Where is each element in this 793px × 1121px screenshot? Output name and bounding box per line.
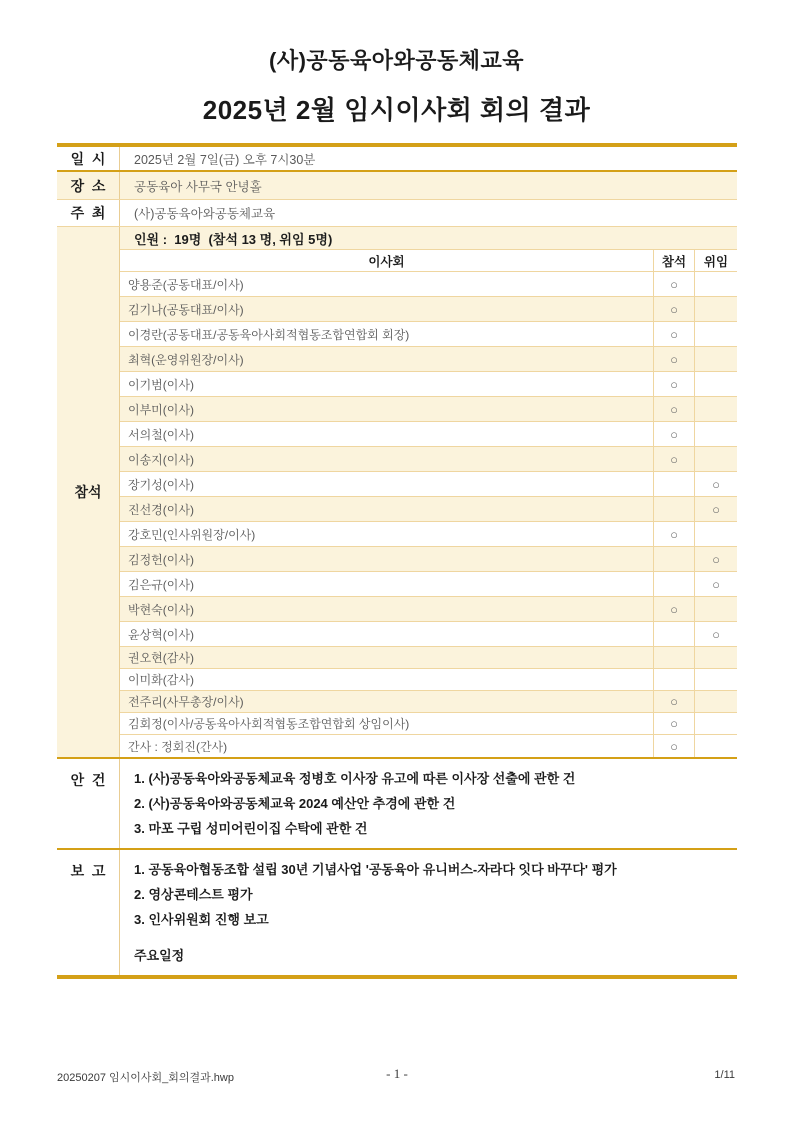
attend-column-header: 참석 xyxy=(653,250,694,271)
report-item: 2. 영상콘테스트 평가 xyxy=(134,887,253,902)
member-row xyxy=(120,372,737,397)
member-rows xyxy=(120,272,737,757)
member-row xyxy=(120,347,737,372)
headcount-summary: 인원 : 19명 (참석 13 명, 위임 5명) xyxy=(120,227,737,250)
report-item: 1. 공동육아협동조합 설립 30년 기념사업 '공동육아 유니버스-자라다 잇다 바꾸다' 평가 xyxy=(134,862,617,877)
info-row-datetime xyxy=(57,147,737,172)
page-footer xyxy=(57,1066,737,1086)
attendance-section xyxy=(57,227,737,759)
member-row xyxy=(120,422,737,447)
attend-mark: ○ xyxy=(653,297,694,321)
member-row xyxy=(120,691,737,713)
attend-mark xyxy=(653,572,694,596)
proxy-mark xyxy=(694,272,737,296)
attend-mark xyxy=(653,669,694,690)
proxy-mark xyxy=(694,735,737,757)
schedule-heading: 주요일정 xyxy=(134,948,185,963)
proxy-mark: ○ xyxy=(694,472,737,496)
proxy-mark xyxy=(694,669,737,690)
agenda-item: 3. 마포 구립 성미어린이집 수탁에 관한 건 xyxy=(134,821,368,836)
location-label: 장 소 xyxy=(57,172,120,199)
board-column-header: 이사회 xyxy=(368,254,405,269)
footer-page-indicator: 1/11 xyxy=(714,1069,735,1081)
meeting-title: 2025년 2월 임시이사회 회의 결과 xyxy=(202,95,591,125)
proxy-mark xyxy=(694,713,737,734)
proxy-mark xyxy=(694,422,737,446)
member-row xyxy=(120,297,737,322)
attend-mark: ○ xyxy=(653,422,694,446)
footer-page-marker: - 1 - xyxy=(386,1066,408,1081)
document-title xyxy=(0,44,793,127)
attend-mark: ○ xyxy=(653,272,694,296)
proxy-mark: ○ xyxy=(694,572,737,596)
proxy-column-header: 위임 xyxy=(694,250,737,271)
location-value: 공동육아 사무국 안녕홀 xyxy=(134,179,262,194)
datetime-label: 일 시 xyxy=(57,147,120,170)
info-row-host xyxy=(57,200,737,227)
agenda-section-label: 안 건 xyxy=(57,759,120,848)
org-name-title: (사)공동육아와공동체교육 xyxy=(269,48,524,73)
member-row xyxy=(120,669,737,691)
report-section xyxy=(57,850,737,975)
attend-mark: ○ xyxy=(653,691,694,712)
proxy-mark xyxy=(694,397,737,421)
member-row xyxy=(120,272,737,297)
info-row-location xyxy=(57,172,737,200)
attend-mark: ○ xyxy=(653,713,694,734)
proxy-mark xyxy=(694,691,737,712)
member-row xyxy=(120,622,737,647)
attend-mark: ○ xyxy=(653,372,694,396)
report-item: 3. 인사위원회 진행 보고 xyxy=(134,912,269,927)
host-value: (사)공동육아와공동체교육 xyxy=(134,207,276,221)
member-name: 이경란(공동대표/공동육아사회적협동조합연합회 회장) xyxy=(128,327,410,342)
proxy-mark xyxy=(694,522,737,546)
proxy-mark: ○ xyxy=(694,622,737,646)
proxy-mark xyxy=(694,597,737,621)
attend-mark: ○ xyxy=(653,347,694,371)
member-name: 김은규(이사) xyxy=(128,577,194,592)
member-name: 간사 : 정회진(간사) xyxy=(128,739,228,754)
member-row xyxy=(120,472,737,497)
attend-mark: ○ xyxy=(653,735,694,757)
attend-mark xyxy=(653,497,694,521)
member-row xyxy=(120,647,737,669)
proxy-mark xyxy=(694,647,737,668)
host-label: 주 최 xyxy=(57,200,120,226)
agenda-item: 1. (사)공동육아와공동체교육 정병호 이사장 유고에 따른 이사장 선출에 관한 건 xyxy=(134,771,576,786)
attendance-section-label: 참석 xyxy=(57,227,120,757)
attend-mark: ○ xyxy=(653,397,694,421)
member-name: 전주리(사무총장/이사) xyxy=(128,695,244,709)
attend-mark xyxy=(653,472,694,496)
member-name: 김회정(이사/공동육아사회적협동조합연합회 상임이사) xyxy=(128,717,410,731)
proxy-mark xyxy=(694,372,737,396)
member-row xyxy=(120,447,737,472)
attend-mark: ○ xyxy=(653,322,694,346)
member-name: 김기나(공동대표/이사) xyxy=(128,302,244,317)
proxy-mark: ○ xyxy=(694,497,737,521)
member-name: 진선경(이사) xyxy=(128,502,194,517)
member-name: 최혁(운영위원장/이사) xyxy=(128,352,244,367)
member-row xyxy=(120,572,737,597)
member-name: 이기범(이사) xyxy=(128,377,194,392)
datetime-value: 2025년 2월 7일(금) 오후 7시30분 xyxy=(134,152,316,167)
report-section-label: 보 고 xyxy=(57,850,120,975)
member-name: 김정헌(이사) xyxy=(128,552,194,567)
proxy-mark xyxy=(694,297,737,321)
member-name: 서의철(이사) xyxy=(128,427,194,442)
proxy-mark xyxy=(694,447,737,471)
attend-mark: ○ xyxy=(653,597,694,621)
member-row xyxy=(120,322,737,347)
member-name: 박현숙(이사) xyxy=(128,602,194,617)
member-row xyxy=(120,713,737,735)
member-row xyxy=(120,597,737,622)
attendance-table xyxy=(120,227,737,757)
member-row xyxy=(120,397,737,422)
proxy-mark: ○ xyxy=(694,547,737,571)
agenda-item: 2. (사)공동육아와공동체교육 2024 예산안 추경에 관한 건 xyxy=(134,796,456,811)
report-items xyxy=(120,850,737,975)
member-name: 강호민(인사위원장/이사) xyxy=(128,527,256,542)
member-name: 이송지(이사) xyxy=(128,452,194,467)
proxy-mark xyxy=(694,322,737,346)
agenda-section xyxy=(57,759,737,850)
footer-filename: 20250207 임시이사회_회의결과.hwp xyxy=(57,1072,234,1084)
attend-mark xyxy=(653,647,694,668)
proxy-mark xyxy=(694,347,737,371)
member-name: 양용준(공동대표/이사) xyxy=(128,277,244,292)
attendance-table-header xyxy=(120,250,737,272)
member-name: 윤상혁(이사) xyxy=(128,627,194,642)
meeting-minutes-table xyxy=(57,143,737,979)
agenda-items xyxy=(120,759,737,848)
member-row xyxy=(120,735,737,757)
member-name: 권오현(감사) xyxy=(128,651,194,665)
member-name: 이미화(감사) xyxy=(128,673,194,687)
member-row xyxy=(120,522,737,547)
member-row xyxy=(120,497,737,522)
attend-mark: ○ xyxy=(653,447,694,471)
attend-mark: ○ xyxy=(653,522,694,546)
attend-mark xyxy=(653,547,694,571)
attend-mark xyxy=(653,622,694,646)
member-name: 이부미(이사) xyxy=(128,402,194,417)
member-row xyxy=(120,547,737,572)
member-name: 장기성(이사) xyxy=(128,477,194,492)
